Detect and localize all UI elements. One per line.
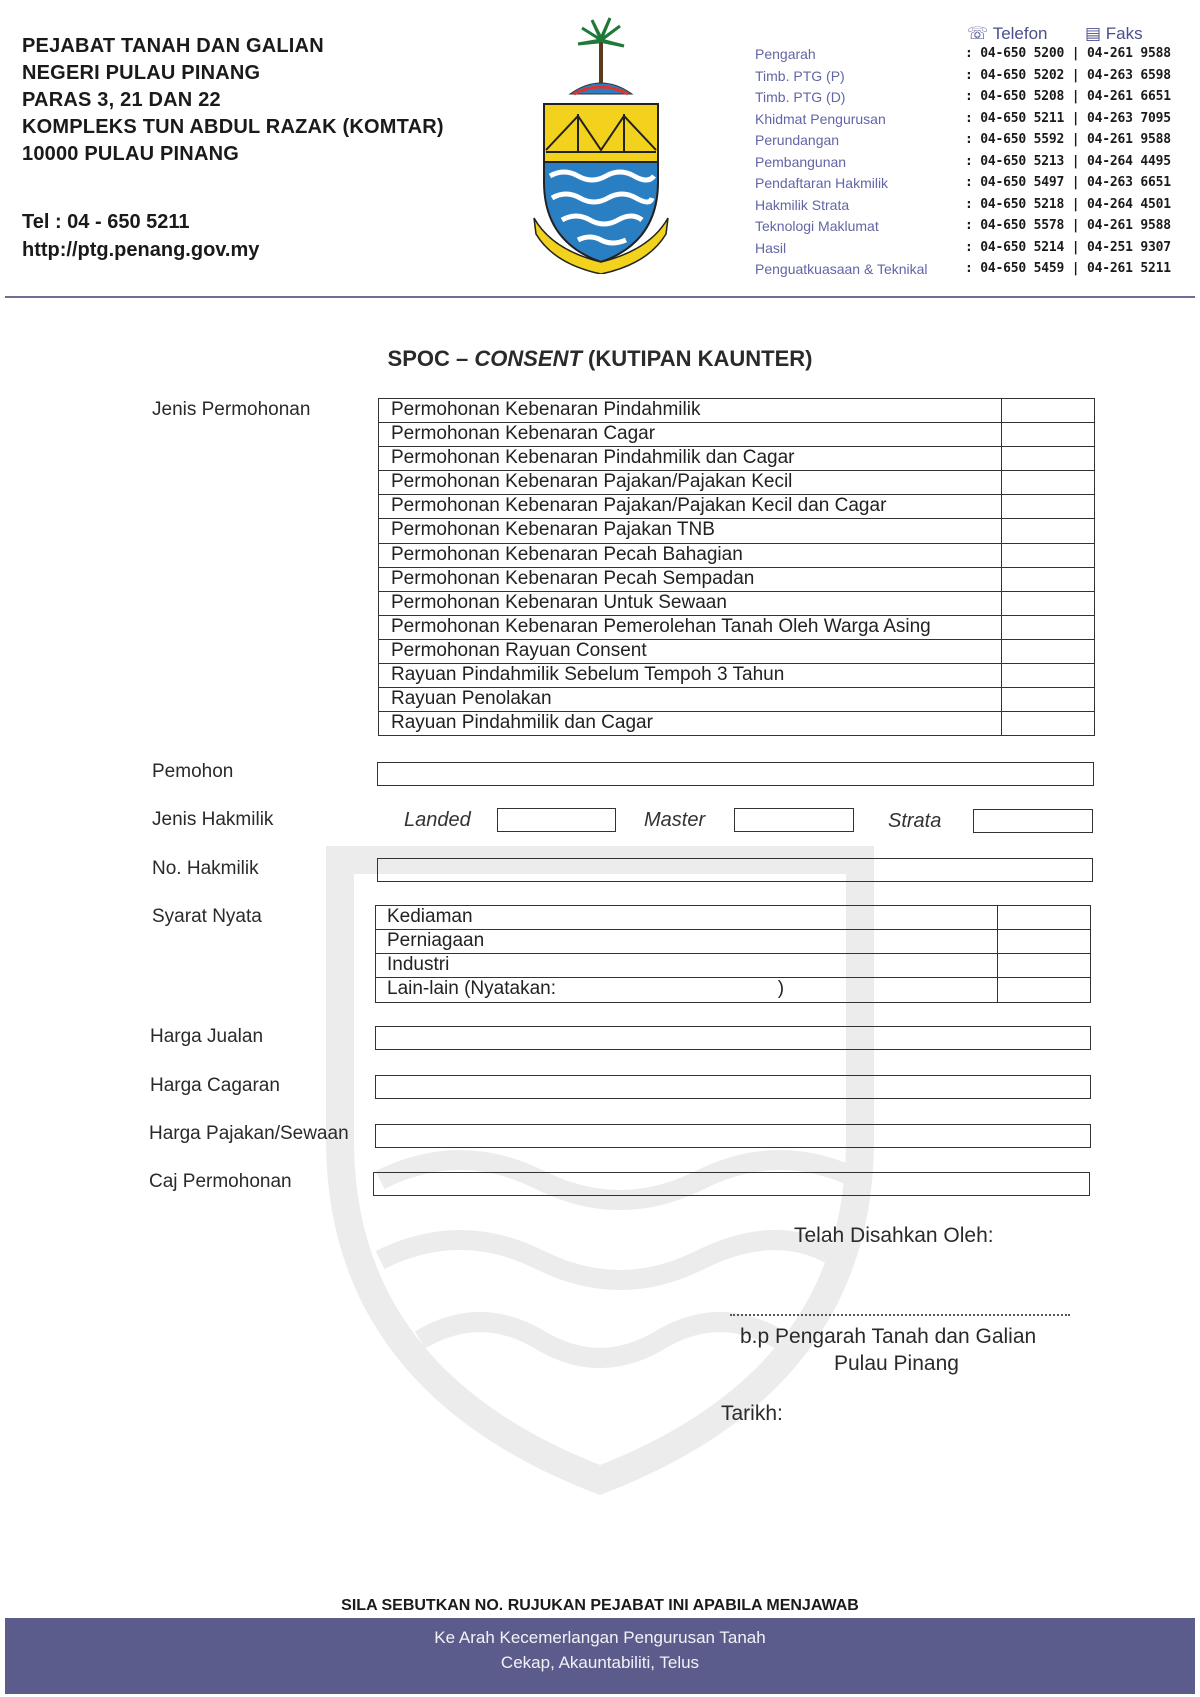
harga-pajakan-label: Harga Pajakan/Sewaan bbox=[149, 1123, 349, 1144]
contact-numbers: : 04-650 5578 | 04-261 9588 bbox=[965, 218, 1171, 233]
contact-numbers: : 04-650 5218 | 04-264 4501 bbox=[965, 196, 1171, 212]
syarat-option-row bbox=[376, 930, 1090, 954]
office-contact bbox=[22, 208, 259, 264]
permohonan-option-row bbox=[379, 712, 1094, 736]
permohonan-option-label: Permohonan Kebenaran Pindahmilik bbox=[391, 399, 701, 420]
footer-line2: Cekap, Akauntabiliti, Telus bbox=[500, 1653, 700, 1672]
permohonan-option-label: Permohonan Kebenaran Pajakan TNB bbox=[391, 519, 715, 541]
contact-row bbox=[755, 261, 1175, 282]
contact-row bbox=[755, 240, 1175, 261]
contact-row bbox=[755, 132, 1175, 153]
permohonan-option-label: Permohonan Kebenaran Pajakan/Pajakan Kecil bbox=[391, 471, 793, 493]
permohonan-checkbox[interactable] bbox=[1001, 423, 1094, 446]
permohonan-option-row bbox=[379, 519, 1094, 543]
permohonan-option-label: Rayuan Penolakan bbox=[391, 688, 552, 710]
harga-jualan-field[interactable] bbox=[375, 1026, 1091, 1050]
contact-row bbox=[755, 68, 1175, 89]
syarat-nyata-table bbox=[375, 905, 1091, 1003]
certified-by-label: Telah Disahkan Oleh: bbox=[794, 1224, 994, 1247]
header-divider bbox=[5, 296, 1195, 298]
contact-label: Perundangan bbox=[755, 132, 840, 148]
permohonan-option-row bbox=[379, 471, 1094, 495]
contact-row bbox=[755, 197, 1175, 218]
jenis-permohonan-table bbox=[378, 398, 1095, 736]
contact-label: Pembangunan bbox=[755, 153, 847, 170]
permohonan-checkbox[interactable] bbox=[1001, 616, 1094, 639]
permohonan-option-label: Permohonan Kebenaran Pecah Sempadan bbox=[391, 567, 755, 589]
phone-icon: ☏ bbox=[967, 24, 989, 43]
permohonan-option-row bbox=[379, 688, 1094, 712]
contact-label: Timb. PTG (D) bbox=[755, 89, 846, 105]
office-address bbox=[22, 33, 444, 168]
contact-numbers: : 04-650 5214 | 04-251 9307 bbox=[965, 239, 1171, 255]
caj-permohonan-label: Caj Permohonan bbox=[149, 1171, 292, 1192]
title-prefix: SPOC – bbox=[387, 346, 475, 371]
permohonan-option-label: Permohonan Kebenaran Pajakan/Pajakan Kecil dan Cagar bbox=[391, 495, 887, 517]
syarat-option-label: Industri bbox=[387, 954, 450, 976]
harga-cagaran-field[interactable] bbox=[375, 1075, 1091, 1099]
contact-row bbox=[755, 46, 1175, 67]
permohonan-option-row bbox=[379, 495, 1094, 519]
permohonan-option-label: Permohonan Rayuan Consent bbox=[391, 639, 647, 661]
permohonan-checkbox[interactable] bbox=[1001, 568, 1094, 591]
office-line: PARAS 3, 21 DAN 22 bbox=[22, 89, 221, 111]
faks-label: Faks bbox=[1105, 24, 1143, 43]
contact-numbers: : 04-650 5208 | 04-261 6651 bbox=[965, 89, 1171, 104]
permohonan-checkbox[interactable] bbox=[1001, 519, 1094, 542]
harga-jualan-label: Harga Jualan bbox=[150, 1026, 264, 1047]
on-behalf-line1: b.p Pengarah Tanah dan Galian bbox=[740, 1325, 1037, 1348]
jenis-permohonan-label: Jenis Permohonan bbox=[152, 399, 311, 420]
contact-row bbox=[755, 175, 1175, 196]
syarat-option-row bbox=[376, 906, 1090, 930]
pemohon-field[interactable] bbox=[377, 762, 1094, 786]
permohonan-checkbox[interactable] bbox=[1001, 495, 1094, 518]
telefon-label: Telefon bbox=[992, 24, 1048, 43]
contact-numbers: : 04-650 5211 | 04-263 7095 bbox=[965, 110, 1171, 126]
syarat-option-row bbox=[376, 978, 1090, 1002]
syarat-checkbox[interactable] bbox=[997, 978, 1090, 1002]
contact-row bbox=[755, 154, 1175, 175]
permohonan-option-label: Permohonan Kebenaran Untuk Sewaan bbox=[391, 591, 727, 613]
landed-field[interactable] bbox=[497, 808, 616, 832]
contact-label: Hasil bbox=[755, 239, 787, 256]
office-line: PEJABAT TANAH DAN GALIAN bbox=[22, 35, 324, 57]
contact-numbers: : 04-650 5202 | 04-263 6598 bbox=[965, 67, 1171, 83]
permohonan-checkbox[interactable] bbox=[1001, 640, 1094, 663]
harga-pajakan-field[interactable] bbox=[375, 1124, 1091, 1148]
permohonan-option-row bbox=[379, 592, 1094, 616]
permohonan-option-label: Rayuan Pindahmilik Sebelum Tempoh 3 Tahun bbox=[391, 664, 785, 686]
contact-directory bbox=[755, 24, 1175, 286]
form-title bbox=[0, 346, 1200, 372]
contact-label: Hakmilik Strata bbox=[755, 196, 850, 213]
contact-label: Pendaftaran Hakmilik bbox=[755, 175, 889, 191]
master-label: Master bbox=[644, 809, 706, 831]
pemohon-label: Pemohon bbox=[152, 761, 234, 782]
office-website[interactable]: http://ptg.penang.gov.my bbox=[22, 239, 260, 261]
permohonan-checkbox[interactable] bbox=[1001, 399, 1094, 422]
landed-label: Landed bbox=[404, 809, 471, 831]
syarat-option-label: Perniagaan bbox=[387, 930, 485, 952]
syarat-checkbox[interactable] bbox=[997, 930, 1090, 953]
title-suffix: (KUTIPAN KAUNTER) bbox=[581, 346, 813, 371]
permohonan-option-label: Permohonan Kebenaran Cagar bbox=[391, 423, 656, 445]
contact-label: Khidmat Pengurusan bbox=[755, 110, 886, 127]
contact-row bbox=[755, 111, 1175, 132]
permohonan-checkbox[interactable] bbox=[1001, 712, 1094, 736]
permohonan-option-label: Permohonan Kebenaran Pemerolehan Tanah Oleh Warga Asing bbox=[391, 615, 931, 637]
contact-numbers: : 04-650 5213 | 04-264 4495 bbox=[965, 153, 1171, 169]
contact-numbers: : 04-650 5200 | 04-261 9588 bbox=[965, 46, 1171, 61]
office-tel: Tel : 04 - 650 5211 bbox=[22, 211, 190, 233]
on-behalf-line2: Pulau Pinang bbox=[834, 1352, 959, 1375]
permohonan-option-row bbox=[379, 568, 1094, 592]
permohonan-option-row bbox=[379, 616, 1094, 640]
fax-icon: ▤ bbox=[1085, 24, 1102, 43]
syarat-option-label: Kediaman bbox=[387, 906, 473, 927]
contact-label: Teknologi Maklumat bbox=[755, 218, 879, 234]
faks-header bbox=[1085, 24, 1143, 44]
date-label: Tarikh: bbox=[721, 1402, 783, 1425]
penang-crest-logo bbox=[532, 12, 670, 274]
contact-label: Pengarah bbox=[755, 46, 816, 62]
contact-numbers: : 04-650 5459 | 04-261 5211 bbox=[965, 261, 1171, 276]
telefon-header bbox=[967, 24, 1048, 44]
strata-label: Strata bbox=[888, 810, 942, 832]
title-italic: CONSENT bbox=[474, 346, 582, 371]
no-hakmilik-field[interactable] bbox=[377, 858, 1093, 882]
syarat-option-label: Lain-lain (Nyatakan: ) bbox=[387, 978, 785, 1000]
office-line: KOMPLEKS TUN ABDUL RAZAK (KOMTAR) bbox=[22, 116, 444, 138]
office-line: NEGERI PULAU PINANG bbox=[22, 62, 261, 84]
caj-permohonan-field[interactable] bbox=[373, 1172, 1090, 1196]
master-field[interactable] bbox=[734, 808, 854, 832]
permohonan-checkbox[interactable] bbox=[1001, 664, 1094, 687]
permohonan-option-label: Permohonan Kebenaran Pindahmilik dan Cagar bbox=[391, 447, 795, 469]
permohonan-option-row bbox=[379, 640, 1094, 664]
contact-label: Timb. PTG (P) bbox=[755, 67, 845, 84]
permohonan-option-row bbox=[379, 544, 1094, 568]
footer-line1: Ke Arah Kecemerlangan Pengurusan Tanah bbox=[434, 1628, 766, 1647]
permohonan-option-label: Rayuan Pindahmilik dan Cagar bbox=[391, 712, 653, 734]
signature-line[interactable] bbox=[730, 1314, 1070, 1316]
contact-label: Penguatkuasaan & Teknikal bbox=[755, 261, 928, 277]
permohonan-checkbox[interactable] bbox=[1001, 447, 1094, 470]
footer-bar bbox=[5, 1618, 1195, 1694]
reference-note: SILA SEBUTKAN NO. RUJUKAN PEJABAT INI APABILA MENJAWAB bbox=[341, 1597, 859, 1614]
syarat-checkbox[interactable] bbox=[997, 906, 1090, 929]
contact-row bbox=[755, 218, 1175, 239]
permohonan-checkbox[interactable] bbox=[1001, 544, 1094, 567]
no-hakmilik-label: No. Hakmilik bbox=[152, 858, 259, 879]
syarat-option-row bbox=[376, 954, 1090, 978]
permohonan-option-row bbox=[379, 447, 1094, 471]
permohonan-checkbox[interactable] bbox=[1001, 592, 1094, 615]
syarat-checkbox[interactable] bbox=[997, 954, 1090, 977]
contact-numbers: : 04-650 5592 | 04-261 9588 bbox=[965, 132, 1171, 147]
contact-numbers: : 04-650 5497 | 04-263 6651 bbox=[965, 175, 1171, 190]
syarat-nyata-label: Syarat Nyata bbox=[152, 906, 262, 927]
permohonan-checkbox[interactable] bbox=[1001, 688, 1094, 711]
permohonan-option-row bbox=[379, 399, 1094, 423]
office-line: 10000 PULAU PINANG bbox=[22, 143, 239, 165]
harga-cagaran-label: Harga Cagaran bbox=[150, 1075, 280, 1096]
strata-field[interactable] bbox=[973, 809, 1093, 833]
permohonan-checkbox[interactable] bbox=[1001, 471, 1094, 494]
permohonan-option-row bbox=[379, 664, 1094, 688]
permohonan-option-row bbox=[379, 423, 1094, 447]
jenis-hakmilik-label: Jenis Hakmilik bbox=[152, 809, 274, 830]
contact-row bbox=[755, 89, 1175, 110]
permohonan-option-label: Permohonan Kebenaran Pecah Bahagian bbox=[391, 543, 743, 565]
